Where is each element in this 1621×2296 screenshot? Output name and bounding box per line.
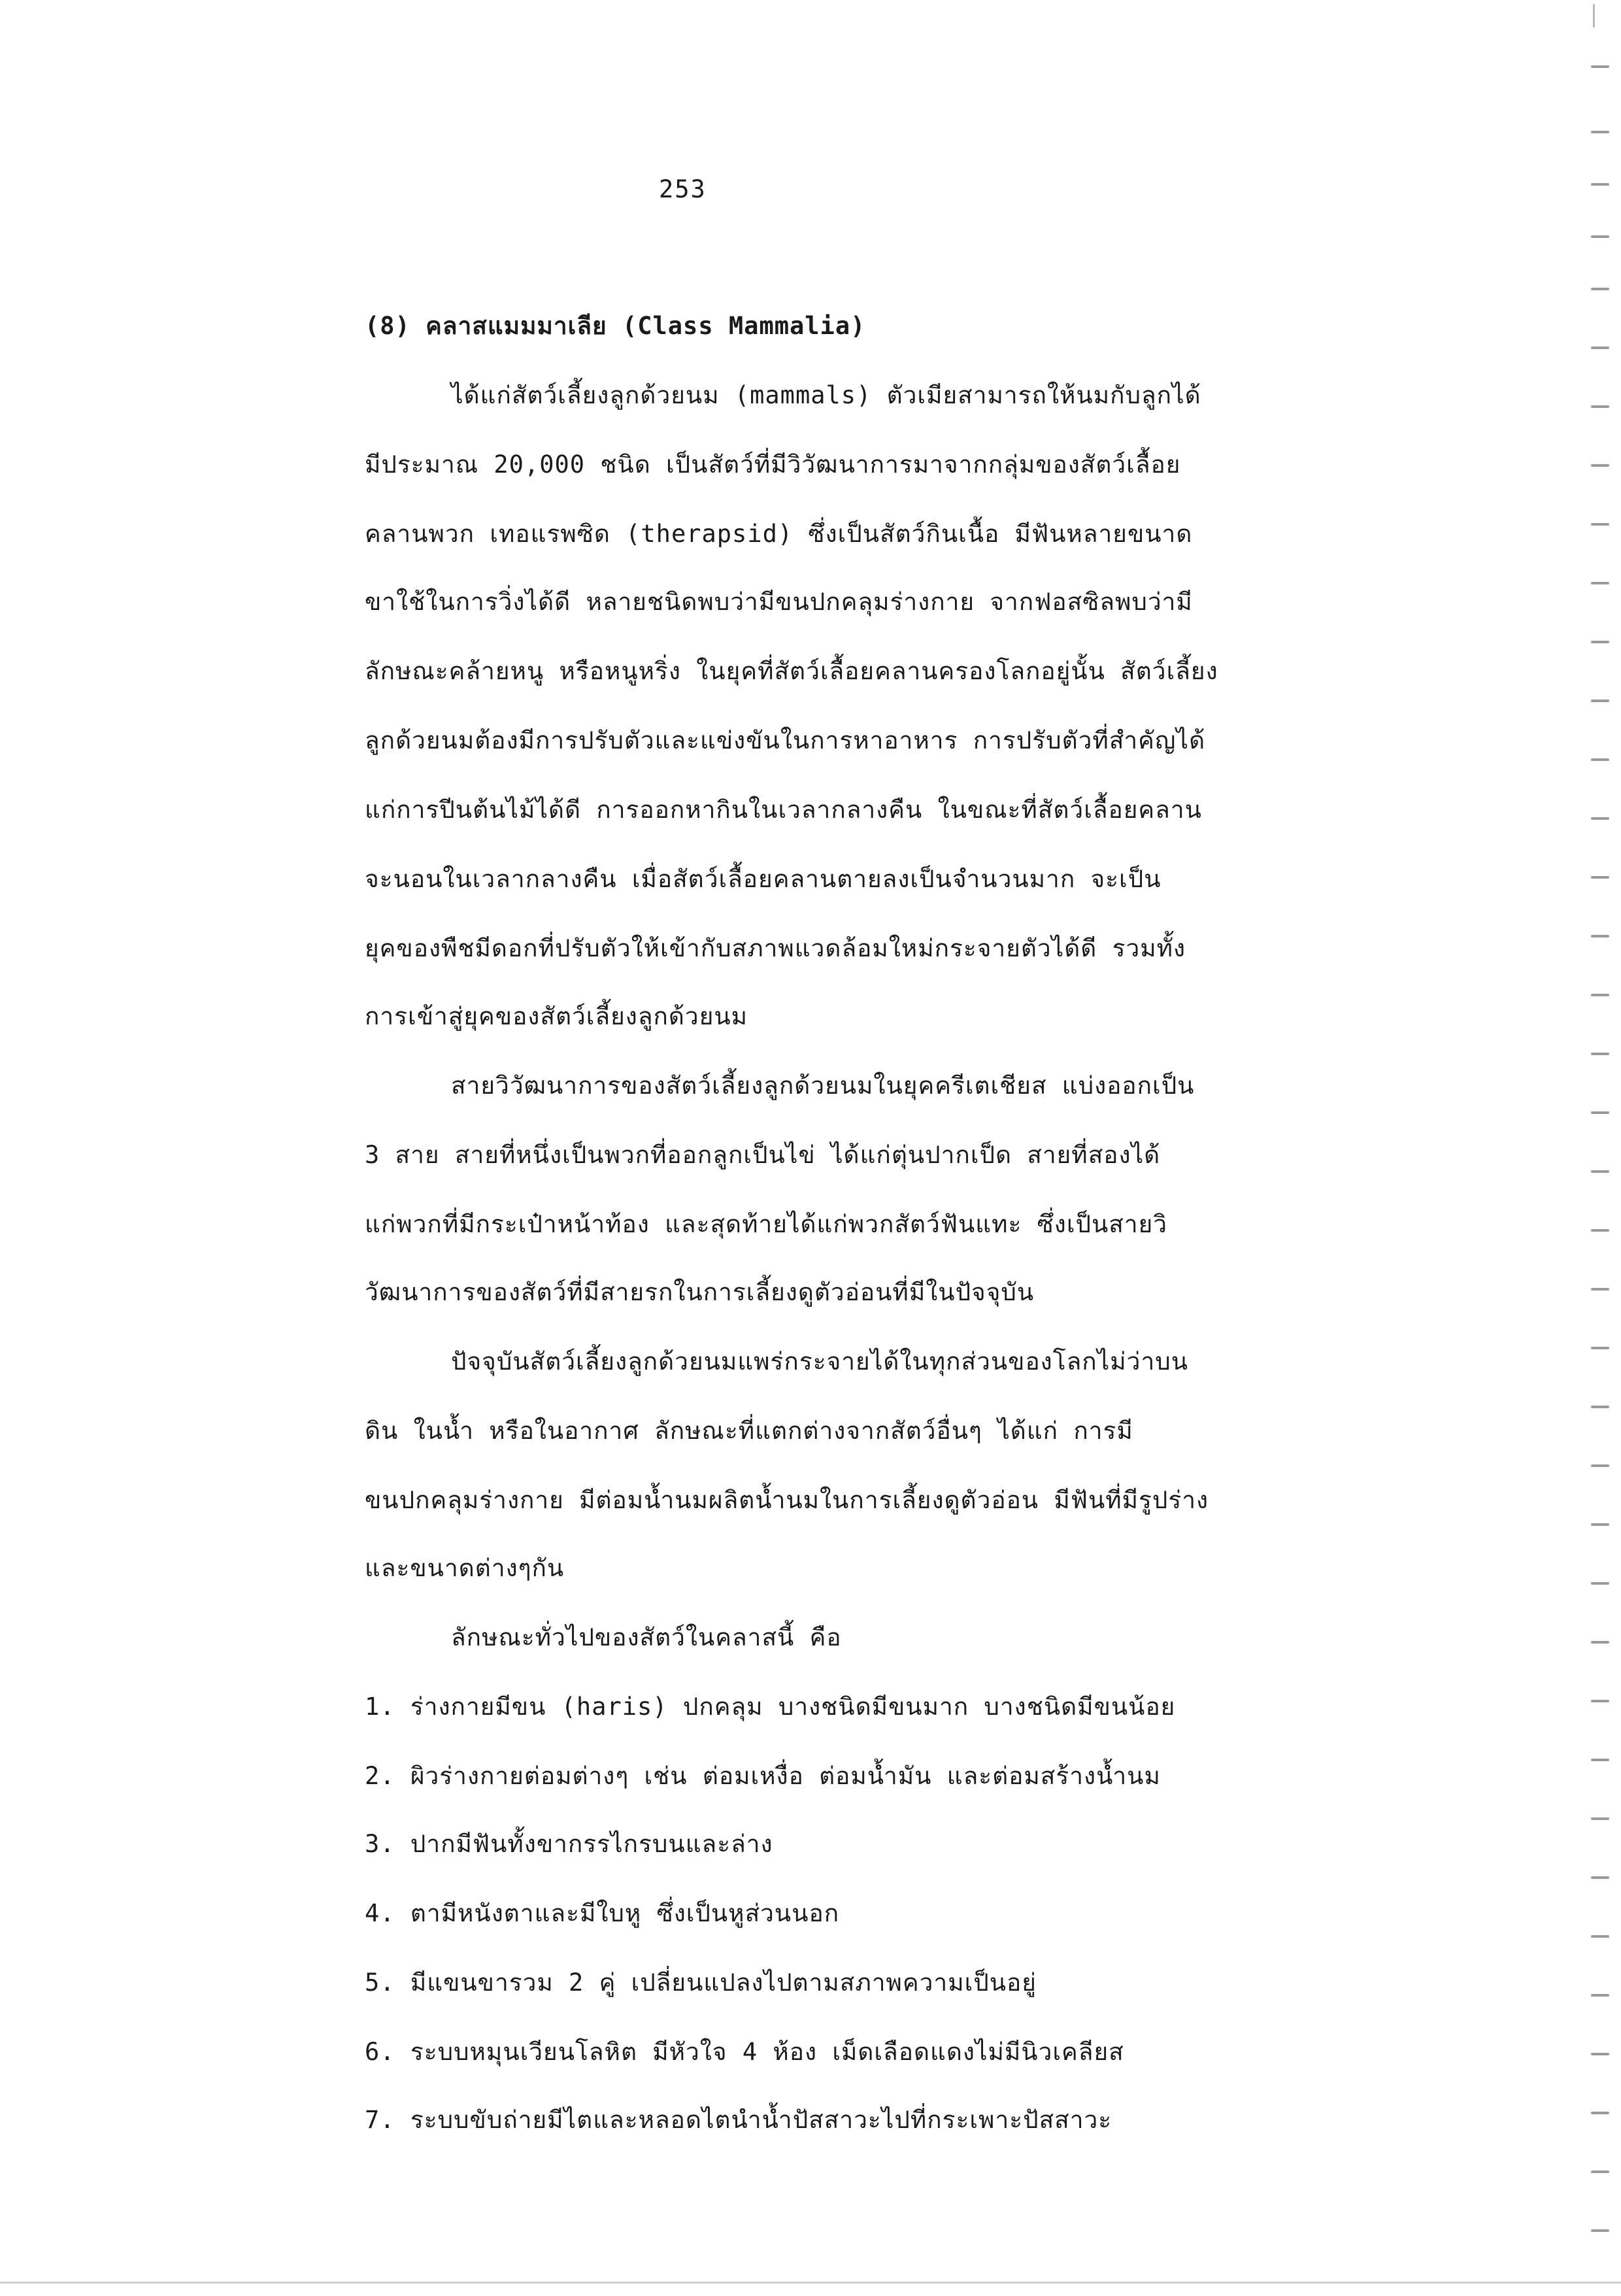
binding-mark xyxy=(1591,235,1609,238)
paragraph-line: ปัจจุบันสัตว์เลี้ยงลูกด้วยนมแพร่กระจายได้ในทุกส่วนของโลกไม่ว่าบน xyxy=(451,1347,1189,1376)
paragraph-line: ลักษณะคล้ายหนู หรือหนูหริ่ง ในยุคที่สัตว์เลื้อยคลานครองโลกอยู่นั้น สัตว์เลี้ยง xyxy=(365,657,1218,685)
binding-mark xyxy=(1591,1582,1609,1585)
list-intro: ลักษณะทั่วไปของสัตว์ในคลาสนี้ คือ xyxy=(451,1623,842,1651)
list-item: 2. ผิวร่างกายต่อมต่างๆ เช่น ต่อมเหงื่อ ต่อมน้ำมัน และต่อมสร้างน้ำนม xyxy=(365,1762,1161,1790)
binding-mark xyxy=(1591,1053,1609,1055)
binding-mark xyxy=(1591,2112,1609,2114)
list-item: 1. ร่างกายมีขน (haris) ปกคลุม บางชนิดมีขนมาก บางชนิดมีขนน้อย xyxy=(365,1693,1176,1721)
list-item: 6. ระบบหมุนเวียนโลหิต มีหัวใจ 4 ห้อง เม็ดเลือดแดงไม่มีนิวเคลียส xyxy=(365,2038,1124,2066)
binding-mark xyxy=(1591,2170,1609,2173)
paragraph-line: วัฒนาการของสัตว์ที่มีสายรกในการเลี้ยงดูตัวอ่อนที่มีในปัจจุบัน xyxy=(365,1278,1035,1306)
binding-mark xyxy=(1591,1464,1609,1467)
binding-holes xyxy=(1575,0,1621,2296)
binding-mark xyxy=(1591,1170,1609,1173)
binding-mark xyxy=(1591,183,1609,186)
list-item: 5. มีแขนขารวม 2 คู่ เปลี่ยนแปลงไปตามสภาพความเป็นอยู่ xyxy=(365,1968,1037,1997)
binding-mark xyxy=(1591,405,1609,408)
paragraph-line: สายวิวัฒนาการของสัตว์เลี้ยงลูกด้วยนมในยุคครีเตเชียส แบ่งออกเป็น xyxy=(451,1072,1195,1100)
binding-mark xyxy=(1591,1347,1609,1349)
binding-mark xyxy=(1591,65,1609,68)
binding-mark xyxy=(1591,2229,1609,2232)
bottom-edge-rule xyxy=(0,2282,1621,2284)
binding-mark xyxy=(1591,346,1609,349)
section-heading: (8) คลาสแมมมาเลีย (Class Mammalia) xyxy=(365,312,866,340)
binding-mark xyxy=(1591,641,1609,643)
paragraph-line: และขนาดต่างๆกัน xyxy=(365,1554,565,1582)
binding-mark xyxy=(1591,994,1609,996)
list-item: 4. ตามีหนังตาและมีใบหู ซึ่งเป็นหูส่วนนอก xyxy=(365,1899,840,1927)
binding-mark xyxy=(1591,876,1609,879)
paragraph-line: แก่การปีนต้นไม้ได้ดี การออกหากินในเวลากลางคืน ในขณะที่สัตว์เลื้อยคลาน xyxy=(365,796,1202,824)
paragraph-line: จะนอนในเวลากลางคืน เมื่อสัตว์เลื้อยคลานตายลงเป็นจำนวนมาก จะเป็น xyxy=(365,865,1161,893)
binding-mark xyxy=(1591,1229,1609,1232)
binding-mark xyxy=(1591,1406,1609,1408)
paragraph-line: ขนปกคลุมร่างกาย มีต่อมน้ำนมผลิตน้ำนมในการเลี้ยงดูตัวอ่อน มีฟันที่มีรูปร่าง xyxy=(365,1486,1209,1514)
binding-mark xyxy=(1591,1111,1609,1114)
binding-mark xyxy=(1591,1523,1609,1526)
binding-mark xyxy=(1591,1759,1609,1761)
paragraph-line: การเข้าสู่ยุคของสัตว์เลี้ยงลูกด้วยนม xyxy=(365,1002,748,1030)
binding-mark xyxy=(1591,1994,1609,1997)
paragraph-line: ลูกด้วยนมต้องมีการปรับตัวและแข่งขันในการหาอาหาร การปรับตัวที่สำคัญได้ xyxy=(365,726,1206,754)
binding-mark xyxy=(1591,464,1609,467)
paragraph-line: 3 สาย สายที่หนึ่งเป็นพวกที่ออกลูกเป็นไข่ ได้แก่ตุ่นปากเป็ด สายที่สองได้ xyxy=(365,1141,1161,1169)
binding-mark xyxy=(1591,817,1609,820)
binding-mark xyxy=(1591,2053,1609,2055)
paragraph-line: ได้แก่สัตว์เลี้ยงลูกด้วยนม (mammals) ตัวเมียสามารถให้นมกับลูกได้ xyxy=(451,381,1201,409)
binding-mark xyxy=(1591,288,1609,290)
binding-mark xyxy=(1591,1288,1609,1291)
binding-mark xyxy=(1591,582,1609,584)
binding-mark xyxy=(1591,1935,1609,1938)
binding-mark xyxy=(1591,935,1609,937)
list-item: 3. ปากมีฟันทั้งขากรรไกรบนและล่าง xyxy=(365,1830,773,1858)
binding-mark xyxy=(1591,523,1609,526)
binding-mark xyxy=(1591,1876,1609,1879)
paragraph-line: แก่พวกที่มีกระเป๋าหน้าท้อง และสุดท้ายได้แก่พวกสัตว์ฟันแทะ ซึ่งเป็นสายวิ xyxy=(365,1210,1168,1238)
list-item: 7. ระบบขับถ่ายมีไตและหลอดไตนำน้ำปัสสาวะไปที่กระเพาะปัสสาวะ xyxy=(365,2106,1112,2134)
binding-mark xyxy=(1591,1700,1609,1702)
binding-mark xyxy=(1591,1817,1609,1820)
binding-mark xyxy=(1591,758,1609,761)
paragraph-line: ดิน ในน้ำ หรือในอากาศ ลักษณะที่แตกต่างจากสัตว์อื่นๆ ได้แก่ การมี xyxy=(365,1417,1133,1445)
page-number: 253 xyxy=(659,175,707,203)
paragraph-line: ขาใช้ในการวิ่งได้ดี หลายชนิดพบว่ามีขนปกคลุมร่างกาย จากฟอสซิลพบว่ามี xyxy=(365,588,1193,616)
paragraph-line: คลานพวก เทอแรพซิด (therapsid) ซึ่งเป็นสัตว์กินเนื้อ มีฟันหลายขนาด xyxy=(365,520,1193,548)
paragraph-line: มีประมาณ 20,000 ชนิด เป็นสัตว์ที่มีวิวัฒนาการมาจากกลุ่มของสัตว์เลื้อย xyxy=(365,450,1181,479)
binding-mark xyxy=(1591,1641,1609,1644)
paragraph-line: ยุคของพืชมีดอกที่ปรับตัวให้เข้ากับสภาพแวดล้อมใหม่กระจายตัวได้ดี รวมทั้ง xyxy=(365,934,1186,962)
binding-mark xyxy=(1591,131,1609,133)
binding-mark xyxy=(1591,700,1609,702)
